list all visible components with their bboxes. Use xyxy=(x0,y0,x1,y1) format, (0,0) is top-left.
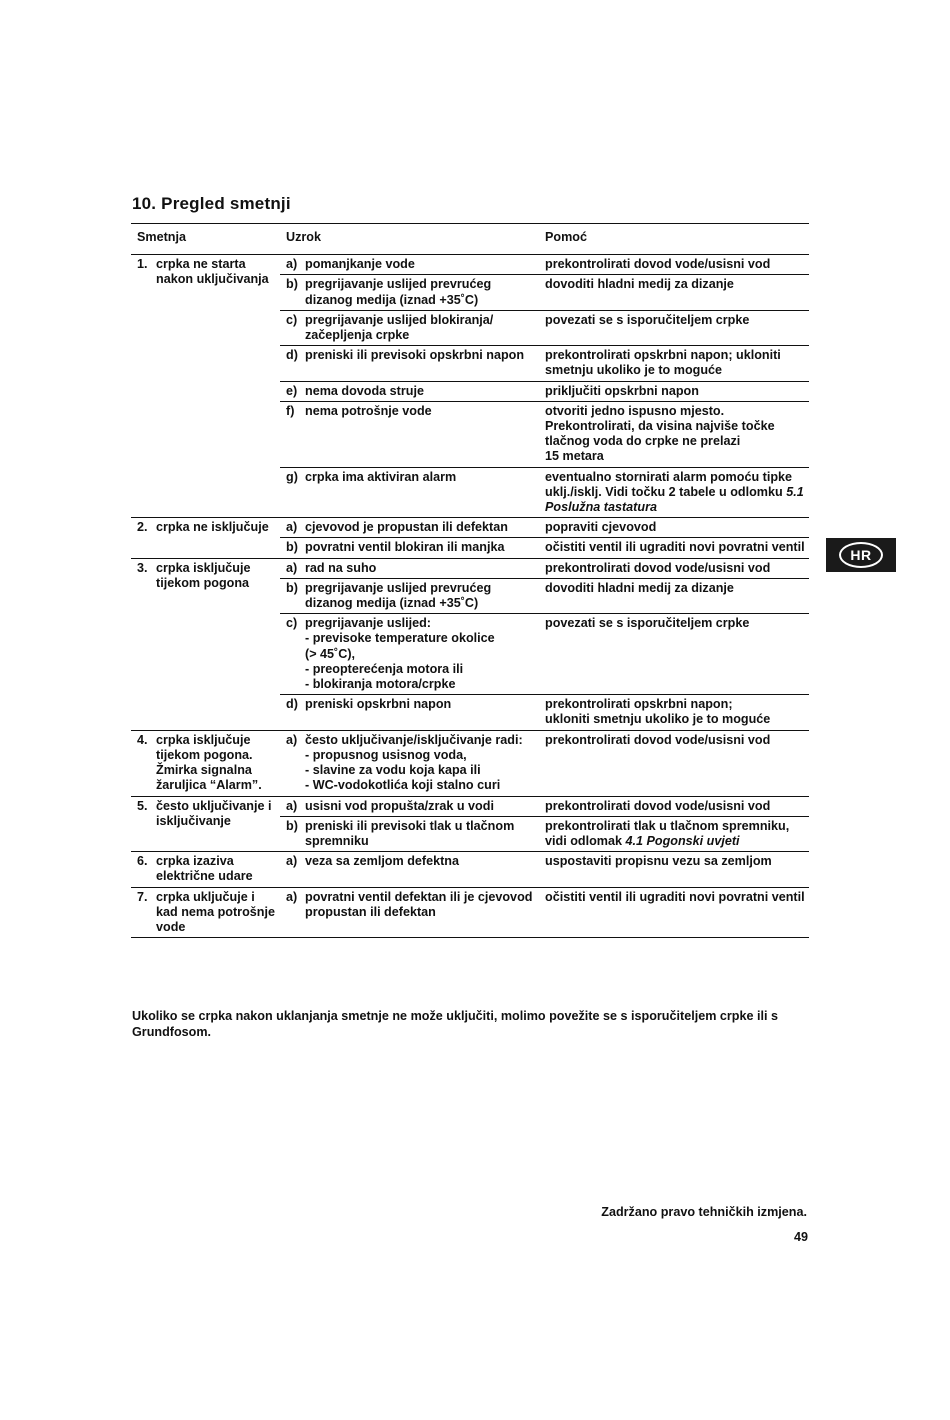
cause-cell xyxy=(280,538,539,558)
help-text: popraviti cjevovod xyxy=(545,520,657,535)
help-cell xyxy=(539,558,809,578)
cause-letter: a) xyxy=(286,520,298,535)
page-title: 10. Pregled smetnji xyxy=(132,194,291,213)
help-cell xyxy=(539,275,809,310)
fault-number: 2. xyxy=(137,520,148,535)
fault-number: 4. xyxy=(137,732,148,747)
cause-cell xyxy=(280,730,539,796)
cause-text: cjevovod je propustan ili defektan xyxy=(305,520,508,535)
cause-text: preniski opskrbni napon xyxy=(305,697,452,712)
help-text: prekontrolirati dovod vode/usisni vod xyxy=(545,560,771,575)
cause-cell xyxy=(280,614,539,695)
cause-letter: b) xyxy=(286,277,298,292)
table-row xyxy=(131,852,809,887)
cause-cell xyxy=(280,816,539,851)
help-reference: 4.1 Pogonski uvjeti xyxy=(625,833,740,848)
page-number: 49 xyxy=(793,1230,808,1244)
cause-text: povratni ventil defektan ili je cjevovod propustan ili defektan xyxy=(305,889,533,919)
fault-description: crpka ne starta nakon uključivanja xyxy=(156,257,269,287)
fault-cell xyxy=(131,852,280,887)
help-cell xyxy=(539,346,809,381)
fault-cell xyxy=(131,730,280,796)
language-badge: HR xyxy=(839,542,883,568)
help-cell xyxy=(539,401,809,467)
cause-cell xyxy=(280,346,539,381)
cause-letter: b) xyxy=(286,540,298,555)
help-text: priključiti opskrbni napon xyxy=(545,383,699,398)
cause-text: rad na suho xyxy=(305,560,377,575)
cause-text: pomanjkanje vode xyxy=(305,257,415,272)
fault-group xyxy=(131,255,809,518)
troubleshooting-table xyxy=(131,223,809,938)
cause-cell xyxy=(280,467,539,518)
fault-number: 6. xyxy=(137,854,148,869)
fault-group xyxy=(131,518,809,558)
help-text: očistiti ventil ili ugraditi novi povratni ventil xyxy=(545,540,805,555)
fault-description: crpka isključuje tijekom pogona xyxy=(156,560,251,590)
help-cell xyxy=(539,310,809,345)
cause-letter: a) xyxy=(286,798,298,813)
cause-cell xyxy=(280,796,539,816)
help-text: uspostaviti propisnu vezu sa zemljom xyxy=(545,854,772,869)
cause-cell xyxy=(280,401,539,467)
help-cell xyxy=(539,518,809,538)
fault-description: crpka izaziva električne udare xyxy=(156,854,253,884)
cause-letter: b) xyxy=(286,580,298,595)
troubleshooting-table-wrapper xyxy=(131,223,809,938)
help-text: prekontrolirati opskrbni napon; ukloniti smetnju ukoliko je to moguće xyxy=(545,348,781,378)
cause-cell xyxy=(280,558,539,578)
cause-letter: d) xyxy=(286,348,298,363)
cause-text: pregrijavanje uslijed blokiranja/ začepljenja crpke xyxy=(305,312,494,343)
fault-group xyxy=(131,887,809,938)
table-row xyxy=(131,518,809,538)
fault-number: 5. xyxy=(137,798,148,813)
cause-cell xyxy=(280,255,539,275)
fault-number: 3. xyxy=(137,560,148,575)
cause-text: pregrijavanje uslijed prevrućeg dizanog medija (iznad +35˚C) xyxy=(305,580,492,611)
cause-letter: a) xyxy=(286,257,298,272)
help-text: očistiti ventil ili ugraditi novi povratni ventil xyxy=(545,889,805,904)
help-text: dovoditi hladni medij za dizanje xyxy=(545,580,734,595)
help-text: eventualno stornirati alarm pomoću tipke uklj./isklj. Vidi točku 2 tabele u odlomku xyxy=(545,469,793,499)
fault-group xyxy=(131,730,809,796)
fault-description: često uključivanje i isključivanje xyxy=(156,798,272,828)
header-smetnja: Smetnja xyxy=(137,230,186,244)
rights-notice: Zadržano pravo tehničkih izmjena. xyxy=(601,1205,807,1219)
table-row xyxy=(131,796,809,816)
header-pomoc: Pomoć xyxy=(545,230,587,244)
language-tab xyxy=(826,538,896,572)
help-reference: 5.1 Poslužna tastatura xyxy=(545,484,804,515)
cause-cell xyxy=(280,852,539,887)
cause-letter: d) xyxy=(286,697,298,712)
help-text: prekontrolirati dovod vode/usisni vod xyxy=(545,732,771,747)
header-uzrok: Uzrok xyxy=(286,230,321,244)
table-row xyxy=(131,887,809,938)
cause-cell xyxy=(280,275,539,310)
help-text: povezati se s isporučiteljem crpke xyxy=(545,616,750,631)
help-cell xyxy=(539,538,809,558)
cause-letter: a) xyxy=(286,854,298,869)
cause-letter: c) xyxy=(286,616,298,631)
table-row xyxy=(131,255,809,275)
cause-letter: a) xyxy=(286,732,298,747)
cause-text: nema potrošnje vode xyxy=(305,403,432,418)
help-text: prekontrolirati tlak u tlačnom spremniku, vidi odlomak xyxy=(545,818,790,848)
cause-cell xyxy=(280,887,539,938)
footer-instruction-note: Ukoliko se crpka nakon uklanjanja smetnje ne može uključiti, molimo povežite se s isporučiteljem crpke ili s Grundfosom. xyxy=(132,1009,778,1039)
cause-text: preniski ili previsoki tlak u tlačnom spremniku xyxy=(305,818,515,848)
fault-number: 7. xyxy=(137,889,148,904)
cause-letter: b) xyxy=(286,818,298,833)
help-cell xyxy=(539,852,809,887)
help-cell xyxy=(539,381,809,401)
help-text: povezati se s isporučiteljem crpke xyxy=(545,312,750,327)
help-text: otvoriti jedno ispusno mjesto. Prekontrolirati, da visina najviše točke tlačnog voda do crpke ne prelazi 15 metara xyxy=(545,403,775,464)
cause-cell xyxy=(280,578,539,613)
cause-letter: f) xyxy=(286,403,295,418)
cause-letter: a) xyxy=(286,560,298,575)
help-cell xyxy=(539,255,809,275)
cause-text: preniski ili previsoki opskrbni napon xyxy=(305,348,525,363)
cause-letter: c) xyxy=(286,312,298,327)
table-row xyxy=(131,558,809,578)
help-cell xyxy=(539,578,809,613)
cause-letter: g) xyxy=(286,469,298,484)
fault-group xyxy=(131,852,809,887)
table-header-row xyxy=(131,224,809,255)
help-cell xyxy=(539,467,809,518)
fault-description: crpka isključuje tijekom pogona. Žmirka signalna žaruljica “Alarm”. xyxy=(156,732,262,793)
help-cell xyxy=(539,816,809,851)
cause-text: pregrijavanje uslijed: - previsoke temperature okolice (> 45˚C), - preopterećenja motora ili - blokiranja motora/crpke xyxy=(305,616,495,692)
cause-cell xyxy=(280,381,539,401)
cause-text: usisni vod propušta/zrak u vodi xyxy=(305,798,494,813)
fault-description: crpka uključuje i kad nema potrošnje vode xyxy=(156,889,275,934)
cause-cell xyxy=(280,518,539,538)
fault-cell xyxy=(131,558,280,730)
fault-group xyxy=(131,796,809,852)
cause-text: često uključivanje/isključivanje radi: - propusnog usisnog voda, - slavine za vodu koja kapa ili - WC-vodokotlića koji stalno curi xyxy=(305,732,523,793)
cause-text: crpka ima aktiviran alarm xyxy=(305,469,457,484)
help-cell xyxy=(539,730,809,796)
help-text: prekontrolirati opskrbni napon; ukloniti smetnju ukoliko je to moguće xyxy=(545,697,771,727)
cause-text: nema dovoda struje xyxy=(305,383,424,398)
cause-text: povratni ventil blokiran ili manjka xyxy=(305,540,505,555)
cause-letter: a) xyxy=(286,889,298,904)
cause-text: pregrijavanje uslijed prevrućeg dizanog medija (iznad +35˚C) xyxy=(305,277,492,307)
help-text: dovoditi hladni medij za dizanje xyxy=(545,277,734,292)
cause-cell xyxy=(280,695,539,730)
help-text: prekontrolirati dovod vode/usisni vod xyxy=(545,257,771,272)
fault-cell xyxy=(131,518,280,558)
fault-group xyxy=(131,558,809,730)
fault-description: crpka ne isključuje xyxy=(156,520,269,535)
help-cell xyxy=(539,695,809,730)
cause-text: veza sa zemljom defektna xyxy=(305,854,459,869)
fault-cell xyxy=(131,255,280,518)
fault-cell xyxy=(131,887,280,938)
fault-cell xyxy=(131,796,280,852)
fault-number: 1. xyxy=(137,257,148,272)
table-row xyxy=(131,730,809,796)
help-text: prekontrolirati dovod vode/usisni vod xyxy=(545,798,771,813)
help-cell xyxy=(539,887,809,938)
help-cell xyxy=(539,796,809,816)
cause-cell xyxy=(280,310,539,345)
cause-letter: e) xyxy=(286,383,298,398)
help-cell xyxy=(539,614,809,695)
